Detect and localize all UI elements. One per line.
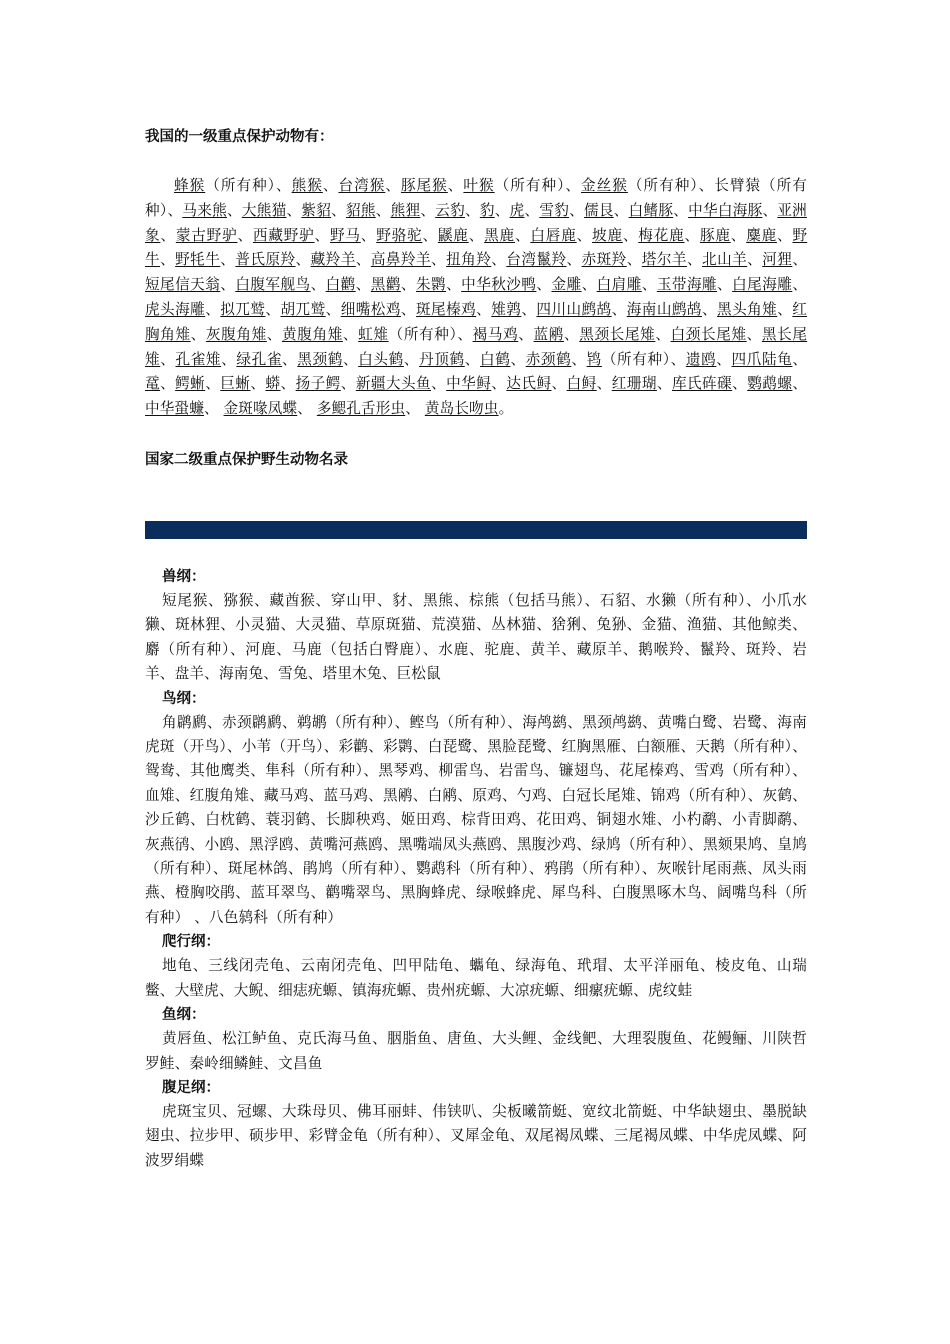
species-link[interactable]: 虎 [509,201,525,219]
species-link[interactable]: 儒艮 [583,201,614,219]
species-link[interactable]: 海南山鹧鸪 [626,300,702,318]
species-link[interactable]: 鹦鹉螺 [747,375,793,393]
separator-text: 、 [613,201,629,219]
separator-text: 、 [342,350,359,368]
separator-text: 、 [400,300,416,318]
species-link[interactable]: 麋鹿 [746,226,778,244]
species-link[interactable]: 虹雉 [358,325,389,343]
species-link[interactable]: 细嘴松鸡 [340,300,401,318]
species-link[interactable]: 蒙古野驴 [175,226,238,244]
species-link[interactable]: 熊猴 [291,177,323,194]
level1-heading: 我国的一级重点保护动物有： [145,129,334,145]
species-link[interactable]: 鸨 [586,350,602,368]
separator-text: 、 [491,251,507,269]
separator-text: 、 [325,300,341,318]
species-link[interactable]: 黑颈鹤 [297,350,343,368]
separator-text: 、 [360,226,377,244]
species-link[interactable]: 中华蛩蠊 [145,400,204,418]
species-link[interactable]: 亚洲象 [145,201,807,244]
species-link[interactable]: 绿孔雀 [236,350,283,368]
species-link[interactable]: 普氏原羚 [235,251,296,269]
species-link[interactable]: 灰腹角雉 [205,325,267,343]
species-link[interactable]: 黑头角雉 [717,300,778,318]
class-section [145,1003,807,1076]
separator-text: 、 [190,325,206,343]
separator-text: 、 [476,300,492,318]
species-link[interactable]: 中华鲟 [446,375,492,393]
species-link[interactable]: 白尾海雕 [732,276,793,294]
separator-text: 、 [762,201,778,219]
separator-text: 、 [655,325,671,343]
separator-text: 、 [524,201,540,219]
separator-text: 、 [747,251,763,269]
separator-text: 、 [518,325,534,343]
separator-text: 、 [732,375,748,393]
species-link[interactable]: 白鹤 [480,350,511,368]
species-link[interactable]: 红胸角雉 [145,300,808,343]
species-link[interactable]: 丹顶鹤 [419,350,465,368]
level1-species-paragraph [145,174,807,422]
separator-text: 、 [521,300,537,318]
species-link[interactable]: 白腹军舰鸟 [235,276,311,294]
separator-text: 、 [331,201,346,219]
species-link[interactable]: 新疆大头鱼 [355,375,432,393]
separator-text: 、 [446,276,462,294]
separator-text: 、 [400,276,416,294]
separator-text: 、 [611,300,627,318]
class-section [145,687,807,931]
separator-text: 、 [314,226,330,244]
species-link[interactable]: 野牦牛 [175,251,221,269]
separator-text: 、 [447,177,464,194]
separator-text: 、 [716,350,732,368]
species-link[interactable]: 四川山鹧鸪 [536,300,612,318]
separator-text: 、 [405,400,425,418]
level2-heading: 国家二级重点保护野生动物名录 [145,452,348,468]
separator-text: 、 [717,276,733,294]
separator-text: 、 [777,226,793,244]
separator-text: 、 [686,251,703,269]
class-species-text: 角䴙䴘、赤颈䴙䴘、鹈鹕（所有种）、鲣鸟（所有种）、海鸬鹚、黑颈鸬鹚、黄嘴白鹭、岩鹭、海南虎斑（开鸟）、小苇（开鸟）、彩鹳、彩鹮、白琵鹭、黑脸琵鹭、红胸黑雁、白额雁、天鹅（所有种）、鸳鸯、其他鹰类、隼科（所有种）、黑琴鸡、柳雷鸟、岩雷鸟、镰翅鸟、花尾榛鸡、雪鸡（所有种）、血雉、红腹角雉、藏马鸡、蓝马鸡、黑鹇、白鹇、原鸡、勺鸡、白冠长尾雉、锦鸡（所有种）、灰鹤、沙丘鹤、白枕鹤、蓑羽鹤、长脚秧鸡、姬田鸡、棕背田鸡、花田鸡、铜翅水雉、小杓鹬、小青脚鹬、灰燕鸻、小鸥、黑浮鸥、黄嘴河燕鸥、黑嘴端凤头燕鸥、黑腹沙鸡、绿鸠（所有种）、黑颏果鸠、皇鸠（所有种）、斑尾林鸽、鹃鸠（所有种）、鹦鹉科（所有种）、鸦鹃（所有种）、灰喉针尾雨燕、凤头雨燕、橙胸咬鹃、蓝耳翠鸟、鹳嘴翠鸟、黑胸蜂虎、绿喉蜂虎、犀鸟科、白腹黑啄木鸟、阔嘴鸟科（所有种） 、八色鸫科（所有种） [145,713,807,926]
separator-text: 、 [656,375,672,393]
class-title: 鱼纲： [162,1007,206,1024]
separator-text: 、 [322,177,339,194]
separator-text: 、 [282,350,298,368]
separator-text: 、 [581,276,597,294]
species-link[interactable]: 豹 [479,201,495,219]
species-link[interactable]: 坡鹿 [592,226,623,244]
separator-text: 、 [265,300,281,318]
species-link[interactable]: 黑长尾雉 [145,325,808,368]
separator-text: 、 [792,251,808,269]
species-link[interactable]: 鼷鹿 [437,226,469,244]
separator-text: 、 [375,201,391,219]
species-link[interactable]: 高鼻羚羊 [370,251,432,269]
separator-text: 、 [514,226,531,244]
class-title: 爬行纲： [162,934,220,951]
separator-text: 、 [468,226,485,244]
class-species-text: 地龟、三线闭壳龟、云南闭壳龟、凹甲陆龟、蠵龟、绿海龟、玳瑁、太平洋丽龟、棱皮龟、山瑞鳖、大壁虎、大鲵、细痣疣螈、镇海疣螈、贵州疣螈、大凉疣螈、细瘰疣螈、虎纹蛙 [145,957,807,999]
separator-text: 、 [237,226,253,244]
separator-text: 、 [494,201,510,219]
species-link[interactable]: 白鲟 [566,375,597,393]
species-link[interactable]: 鼋 [145,375,161,393]
class-section [145,565,807,687]
species-link[interactable]: 达氏鲟 [506,375,552,393]
species-link[interactable]: 紫貂 [301,201,332,219]
separator-text: （所有种）、 [205,177,292,194]
separator-text: （所有种）、 [388,325,473,343]
separator-text: 、 [286,201,302,219]
separator-text: 、 [403,350,420,368]
separator-text: 、 [280,375,296,393]
separator-text: 、 [160,350,176,368]
separator-text: 、 [571,350,587,368]
separator-text: 、 [160,226,176,244]
species-link[interactable]: 野牛 [145,226,808,269]
species-link[interactable]: 扬子鳄 [295,375,341,393]
species-link[interactable]: 黄岛长吻虫 [424,400,499,418]
species-link[interactable]: 北山羊 [702,251,748,269]
species-link[interactable]: 塔尔羊 [641,251,687,269]
species-link[interactable]: 虎头海雕 [145,300,206,318]
species-link[interactable]: 金丝猴 [581,177,628,194]
separator-text: 、 [205,300,221,318]
separator-text: 、 [340,375,356,393]
species-link[interactable]: 梅花鹿 [638,226,685,244]
separator-text: 、 [266,325,283,343]
species-link[interactable]: 蟒 [265,375,281,393]
species-link[interactable]: 赤斑羚 [581,251,627,269]
species-link[interactable]: 中华白海豚 [688,201,763,219]
species-link[interactable]: 库氏砗磲 [671,375,733,393]
species-link[interactable]: 蓝鹇 [533,325,564,343]
class-species-text: 虎斑宝贝、冠螺、大珠母贝、佛耳丽蚌、伟铗叭、尖板曦箭蜓、宽纹北箭蜓、中华缺翅虫、墨脱缺翅虫、拉步甲、硕步甲、彩臂金龟（所有种）、叉犀金龟、双尾褐凤蝶、三尾褐凤蝶、中华虎凤蝶、阿波罗绢蝶 [145,1102,807,1169]
class-species-text: 短尾猴、猕猴、藏酋猴、穿山甲、豺、黑熊、棕熊（包括马熊）、石貂、水獭（所有种）、小爪水獭、斑林狸、小灵猫、大灵猫、草原斑猫、荒漠猫、丛林猫、猞猁、兔狲、金猫、渔猫、其他鲸类、麝（所有种）、河鹿、马鹿（包括白臀鹿）、水鹿、驼鹿、黄羊、藏原羊、鹅喉羚、鬣羚、斑羚、岩羊、盘羊、海南兔、雪兔、塔里木兔、巨松鼠 [145,592,807,683]
species-link[interactable]: 蜂猴 [174,177,206,194]
separator-text: 、 [431,251,447,269]
separator-text: 、 [203,400,224,418]
separator-text: 、 [566,251,582,269]
separator-text: 、 [596,375,612,393]
separator-text: 、 [563,325,580,343]
species-link[interactable]: 豚尾猴 [400,177,448,194]
separator-text: 、 [510,350,526,368]
separator-text: 、 [777,300,793,318]
species-link[interactable]: 遗鸥 [685,350,717,368]
species-link[interactable]: 扭角羚 [446,251,492,269]
separator-text: 、 [792,375,808,393]
species-link[interactable]: 叶猴 [463,177,495,194]
separator-text: 、 [420,201,436,219]
species-link[interactable]: 斑尾榛鸡 [415,300,477,318]
separator-text: 、 [226,201,242,219]
species-link[interactable]: 玉带海雕 [656,276,718,294]
separator-text: 、 [295,251,311,269]
separator-text: 、 [160,375,176,393]
separator-text: 。 [498,400,514,418]
separator-text: 、 [569,201,584,219]
species-link[interactable]: 野马 [329,226,361,244]
separator-text: 、 [792,350,808,368]
separator-text: 、 [464,350,480,368]
separator-text: 、 [297,400,317,418]
species-link[interactable]: 中华秋沙鸭 [461,276,537,294]
species-link[interactable]: 拟兀鹫 [220,300,266,318]
species-link[interactable]: 台湾鬣羚 [506,251,567,269]
species-link[interactable]: 白唇鹿 [530,226,577,244]
separator-text: 、 [536,276,552,294]
species-link[interactable]: 鳄蜥 [175,375,206,393]
class-title: 兽纲： [162,569,206,585]
species-link[interactable]: 河狸 [762,251,793,269]
separator-text: （所有种）、长臂猿（所有种）、 [145,177,808,219]
class-section [145,1076,807,1173]
separator-text: 、 [551,375,567,393]
class-species-text: 黄唇鱼、松江鲈鱼、克氏海马鱼、胭脂鱼、唐鱼、大头鲤、金线鲃、大理裂腹鱼、花鳗鲡、川陕哲罗鲑、秦岭细鳞鲑、文昌鱼 [145,1030,807,1072]
separator-text: 、 [464,201,480,219]
separator-text: （所有种）、 [494,177,582,194]
species-link[interactable]: 白鳍豚 [628,201,674,219]
separator-text: 、 [385,177,401,194]
separator-text: 、 [250,375,266,393]
species-link[interactable]: 貂熊 [345,201,376,219]
level2-classes-list [145,565,807,1173]
separator-text: 、 [626,251,642,269]
species-link[interactable]: 白鹳 [325,276,356,294]
species-link[interactable]: 白颈长尾雉 [670,325,747,343]
species-link[interactable]: 台湾猴 [338,177,386,194]
species-link[interactable]: 熊狸 [390,201,421,219]
separator-text: 、 [431,375,447,393]
separator-text: 、 [342,325,359,343]
species-link[interactable]: 西藏野驴 [252,226,315,244]
species-link[interactable]: 赤颈鹤 [525,350,572,368]
species-link[interactable]: 豚鹿 [699,226,731,244]
species-link[interactable]: 红珊瑚 [611,375,657,393]
species-link[interactable]: 马来熊 [182,201,227,219]
separator-text: 、 [160,251,176,269]
section-divider-band [145,521,807,539]
species-link[interactable]: 短尾信天翁 [145,276,221,294]
species-link[interactable]: 云豹 [435,201,465,219]
species-link[interactable]: 大熊猫 [241,201,287,219]
class-title: 鸟纲： [162,690,206,707]
separator-text: 、 [641,276,657,294]
separator-text: 、 [220,276,236,294]
separator-text: 、 [684,226,700,244]
separator-text: 、 [576,226,593,244]
species-link[interactable]: 多鳃孔舌形虫 [316,400,406,418]
separator-text: （所有种）、 [601,350,686,368]
species-link[interactable]: 雪豹 [539,201,570,219]
species-link[interactable]: 巨蜥 [220,375,251,393]
species-link[interactable]: 黑鹳 [370,276,401,294]
separator-text: 、 [355,276,371,294]
separator-text: 、 [746,325,762,343]
species-link[interactable]: 野骆驼 [376,226,423,244]
species-link[interactable]: 雉鹑 [491,300,522,318]
species-link[interactable]: 金斑喙凤蝶 [223,400,298,418]
species-link[interactable]: 白头鹤 [358,350,404,368]
class-title: 腹足纲： [162,1079,220,1096]
species-link[interactable]: 胡兀鹫 [280,300,326,318]
species-link[interactable]: 孔雀雉 [175,350,222,368]
species-link[interactable]: 朱鹮 [415,276,447,294]
separator-text: 、 [673,201,689,219]
species-link[interactable]: 黑颈长尾雉 [579,325,656,343]
species-link[interactable]: 四爪陆龟 [731,350,793,368]
species-link[interactable]: 黄腹角雉 [282,325,343,343]
species-link[interactable]: 白肩雕 [596,276,642,294]
separator-text: 、 [792,276,808,294]
separator-text: 、 [491,375,507,393]
species-link[interactable]: 藏羚羊 [310,251,356,269]
separator-text: 、 [730,226,747,244]
separator-text: 、 [310,276,326,294]
separator-text: 、 [422,226,438,244]
class-section [145,930,807,1003]
separator-text: 、 [205,375,221,393]
species-link[interactable]: 金雕 [551,276,582,294]
separator-text: 、 [221,350,237,368]
separator-text: 、 [622,226,639,244]
separator-text: 、 [701,300,718,318]
separator-text: 、 [220,251,236,269]
species-link[interactable]: 褐马鸡 [472,325,519,343]
species-link[interactable]: 黑鹿 [484,226,515,244]
separator-text: 、 [355,251,371,269]
